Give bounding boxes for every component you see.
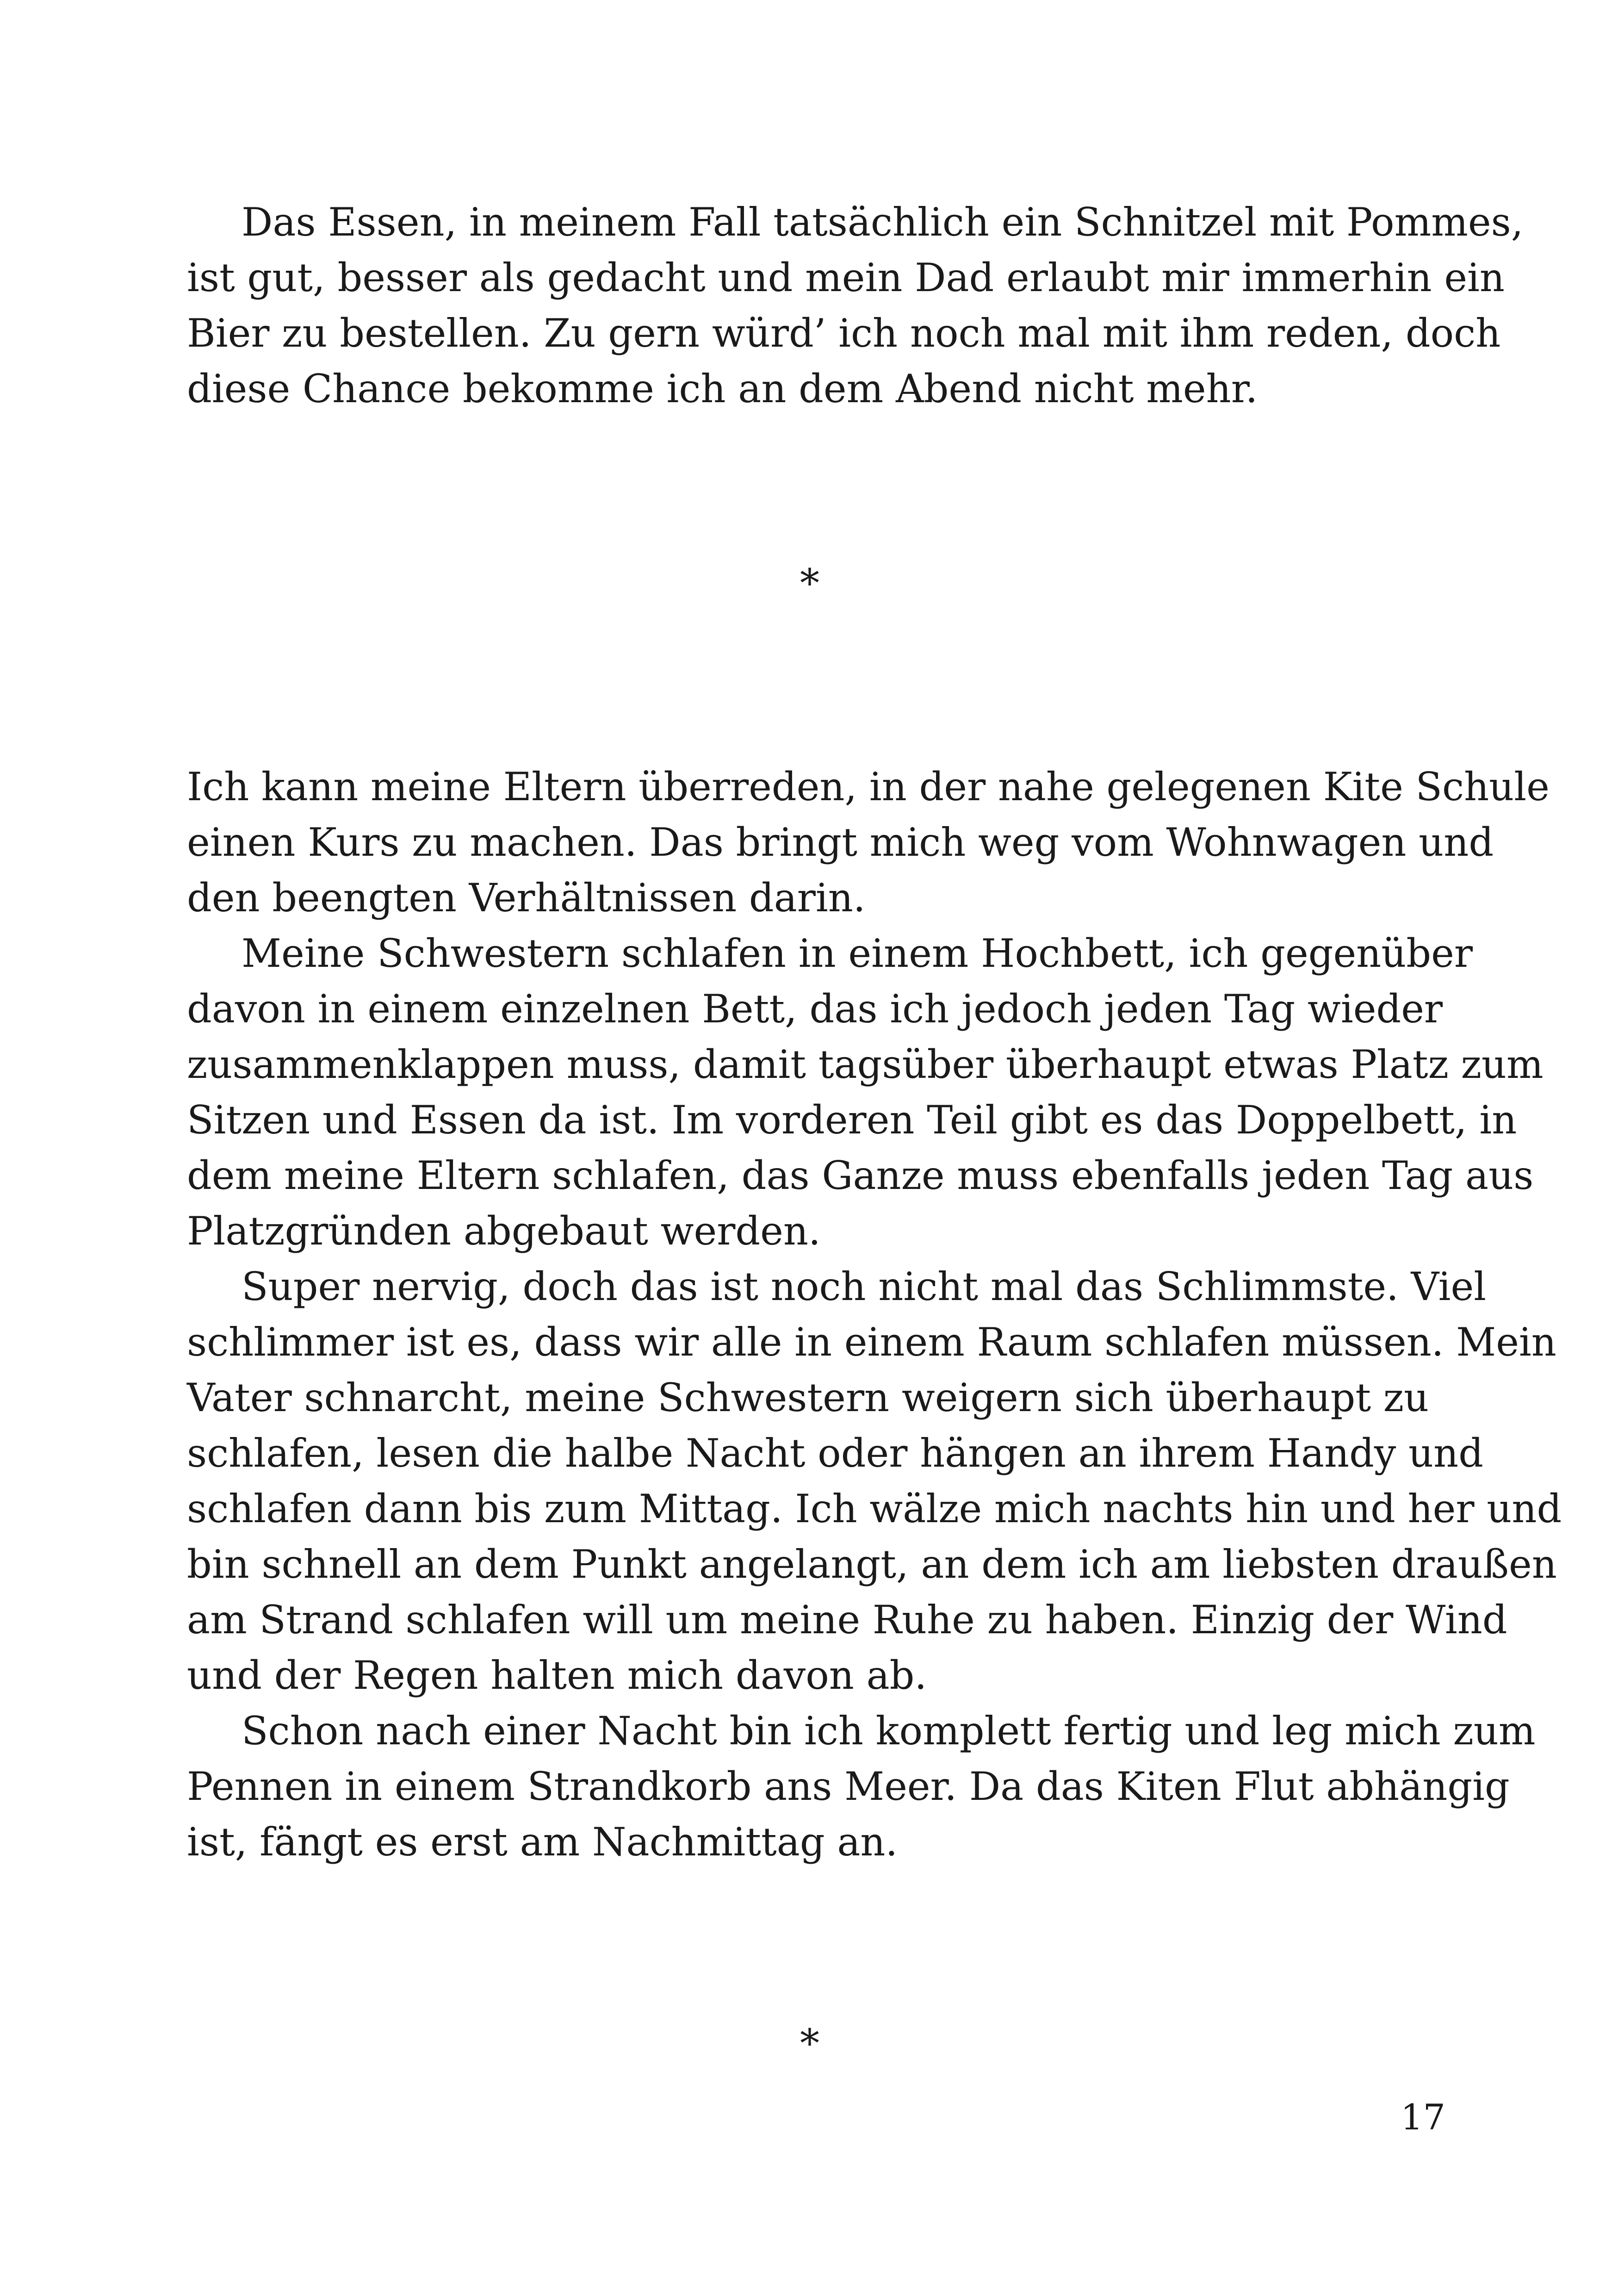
text-line: zusammenklappen muss, damit tagsüber überhaupt etwas Platz zum	[187, 1042, 1544, 1087]
text-line: Bier zu bestellen. Zu gern würd’ ich noch mal mit ihm reden, doch	[187, 311, 1501, 356]
text-line: Vater schnarcht, meine Schwestern weigern sich überhaupt zu	[187, 1375, 1429, 1420]
text-line: Meine Schwestern schlafen in einem Hochbett, ich gegenüber	[242, 931, 1473, 976]
text-line: am Strand schlafen will um meine Ruhe zu haben. Einzig der Wind	[187, 1597, 1507, 1643]
text-line: diese Chance bekomme ich an dem Abend nicht mehr.	[187, 366, 1258, 411]
text-line: davon in einem einzelnen Bett, das ich jedoch jeden Tag wieder	[187, 986, 1443, 1032]
text-line: bin schnell an dem Punkt angelangt, an dem ich am liebsten draußen	[187, 1542, 1557, 1587]
text-line: dem meine Eltern schlafen, das Ganze muss ebenfalls jeden Tag aus	[187, 1153, 1534, 1198]
text-line: Schon nach einer Nacht bin ich komplett fertig und leg mich zum	[242, 1708, 1536, 1754]
text-line: Platzgründen abgebaut werden.	[187, 1208, 821, 1254]
text-line: Ich kann meine Eltern überreden, in der nahe gelegenen Kite Schule	[187, 764, 1550, 809]
paragraph	[187, 926, 1544, 1259]
text-line: schlimmer ist es, dass wir alle in einem Raum schlafen müssen. Mein	[187, 1319, 1556, 1365]
section-separator: *	[800, 560, 819, 606]
paragraph	[187, 1703, 1536, 1870]
text-line: Sitzen und Essen da ist. Im vorderen Teil gibt es das Doppelbett, in	[187, 1097, 1517, 1143]
text-block-top	[187, 194, 1524, 417]
text-line: ist gut, besser als gedacht und mein Dad erlaubt mir immerhin ein	[187, 255, 1505, 300]
text-line: schlafen, lesen die halbe Nacht oder hängen an ihrem Handy und	[187, 1431, 1484, 1476]
text-line: einen Kurs zu machen. Das bringt mich weg vom Wohnwagen und	[187, 820, 1494, 865]
section-separator: *	[800, 2021, 819, 2066]
text-line: den beengten Verhältnissen darin.	[187, 875, 866, 921]
paragraph	[187, 1259, 1562, 1703]
paragraph	[187, 194, 1524, 417]
text-line: Super nervig, doch das ist noch nicht mal das Schlimmste. Viel	[242, 1264, 1487, 1309]
text-block-main	[187, 759, 1562, 1870]
text-line: ist, fängt es erst am Nachmittag an.	[187, 1819, 898, 1865]
text-line: Das Essen, in meinem Fall tatsächlich ein Schnitzel mit Pommes,	[242, 199, 1524, 245]
text-line: Pennen in einem Strandkorb ans Meer. Da das Kiten Flut abhängig	[187, 1764, 1510, 1809]
paragraph	[187, 759, 1550, 926]
text-line: schlafen dann bis zum Mittag. Ich wälze mich nachts hin und her und	[187, 1486, 1562, 1531]
text-line: und der Regen halten mich davon ab.	[187, 1653, 927, 1698]
page-number: 17	[1401, 2097, 1445, 2138]
